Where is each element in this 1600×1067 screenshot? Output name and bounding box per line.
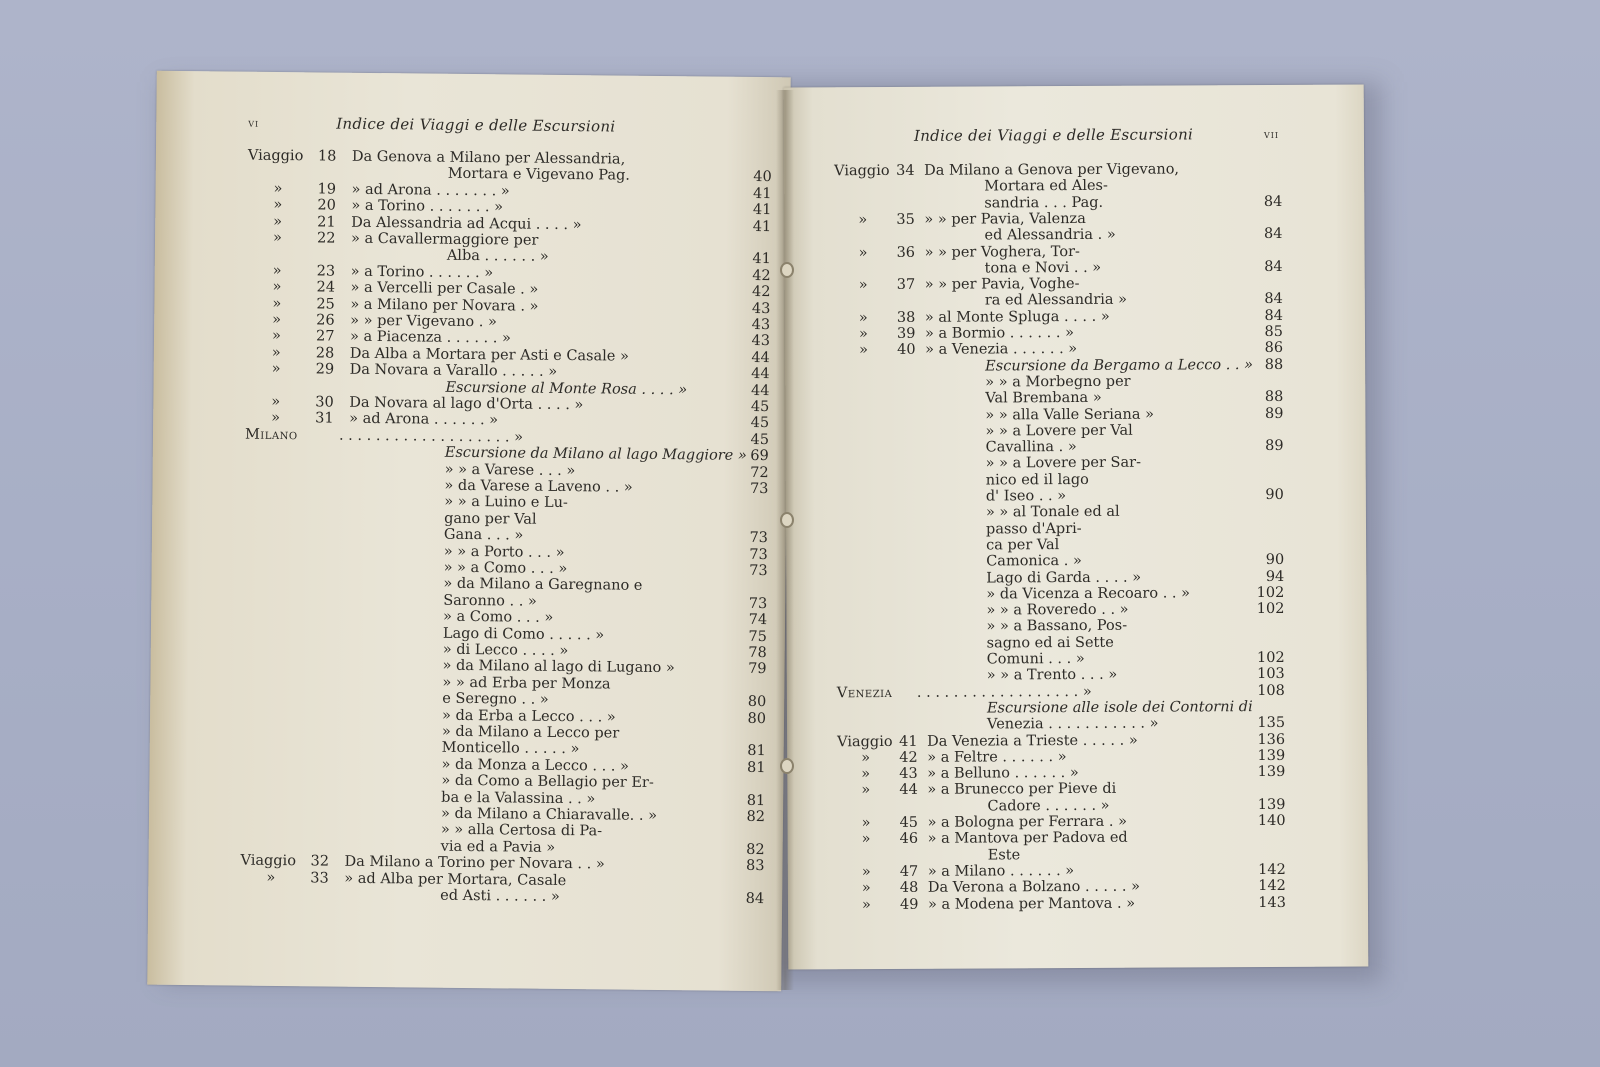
row-label: »: [858, 309, 868, 326]
page-reference: 75: [748, 628, 767, 645]
page-reference: 41: [752, 218, 772, 235]
route-description: » » a Como . . . »: [443, 559, 568, 578]
route-description: » a Cavallermaggiore per: [350, 230, 539, 249]
page-reference: 41: [752, 251, 771, 268]
route-number: 40: [897, 342, 916, 359]
page-reference: 85: [1264, 323, 1284, 341]
binding-stitch: [780, 758, 794, 774]
page-reference: 108: [1257, 682, 1285, 699]
route-number: 46: [899, 831, 919, 848]
route-description: » da Como a Bellagio per Er-: [441, 772, 654, 792]
page-reference: 143: [1258, 894, 1287, 911]
route-description: Camonica . »: [986, 553, 1082, 570]
page-reference: 69: [750, 448, 769, 465]
page-reference: 84: [1264, 291, 1283, 308]
row-label: Venezia: [836, 684, 893, 701]
route-description: Escursione al Monte Rosa . . . . »: [445, 379, 688, 398]
page-reference: 102: [1256, 649, 1285, 667]
row-label: »: [271, 393, 281, 411]
route-description: » da Milano a Chiaravalle. . »: [440, 805, 658, 824]
page-reference: 45: [750, 415, 770, 432]
route-number: 35: [896, 211, 915, 228]
route-number: 38: [896, 309, 916, 326]
route-description: Cadore . . . . . . »: [987, 797, 1110, 815]
route-description: » da Vicenza a Recoaro . . »: [986, 585, 1191, 603]
route-description: » al Monte Spluga . . . . »: [924, 308, 1110, 326]
page-reference: 73: [749, 480, 769, 498]
route-description: Da Alessandria ad Acqui . . . . »: [351, 214, 582, 233]
route-number: 32: [310, 853, 330, 870]
row-label: »: [271, 344, 281, 361]
row-label: »: [858, 326, 868, 343]
route-description: Este: [987, 846, 1021, 864]
page-reference: 73: [749, 546, 768, 563]
page-reference: 72: [750, 464, 769, 481]
row-label: »: [859, 342, 868, 359]
route-number: 36: [896, 244, 916, 261]
page-reference: 88: [1264, 389, 1284, 406]
row-label: »: [861, 766, 871, 783]
row-label: »: [273, 197, 283, 214]
route-description: Mortara e Vigevano Pag.: [447, 166, 631, 185]
page-reference: 102: [1256, 601, 1285, 618]
row-label: »: [861, 896, 871, 913]
route-description: » » per Voghera, Tor-: [924, 243, 1080, 261]
page-reference: 43: [751, 316, 771, 334]
row-label: »: [861, 831, 871, 848]
row-label: »: [271, 361, 281, 378]
row-label: Viaggio: [247, 147, 304, 165]
route-description: » » al Tonale ed al: [985, 504, 1120, 521]
route-number: 48: [899, 880, 919, 897]
page-reference: 44: [750, 382, 770, 399]
route-description: ba e la Valassina . . »: [441, 789, 596, 807]
route-number: 43: [899, 765, 918, 783]
route-description: Gana . . . »: [443, 526, 524, 544]
route-description: » a Vercelli per Casale . »: [350, 279, 539, 298]
route-description: Escursione da Milano al lago Maggiore »: [444, 444, 747, 465]
page-reference: 82: [746, 808, 766, 826]
left-page-number: vi: [248, 115, 260, 130]
route-description: » » a Varese . . . »: [444, 461, 576, 479]
route-description: » » per Vigevano . »: [350, 312, 497, 331]
row-label: »: [861, 863, 871, 881]
row-label: Milano: [244, 426, 298, 443]
route-number: 19: [317, 181, 337, 198]
page-reference: 73: [748, 595, 768, 612]
route-description: » da Monza a Lecco . . . »: [441, 756, 630, 775]
page-reference: 81: [746, 792, 766, 809]
page-reference: 41: [752, 202, 772, 219]
row-label: Viaggio: [834, 162, 890, 180]
page-reference: 89: [1264, 405, 1284, 422]
page-reference: 78: [748, 644, 767, 662]
route-number: 20: [317, 197, 336, 214]
page-reference: 79: [748, 661, 767, 678]
route-number: 23: [316, 263, 336, 280]
route-description: » da Erba a Lecco . . . »: [441, 707, 616, 726]
page-reference: 43: [751, 333, 771, 350]
route-number: 24: [316, 279, 336, 296]
row-label: »: [272, 295, 282, 312]
route-description: » a Brunecco per Pieve di: [927, 781, 1117, 799]
page-reference: 84: [1264, 258, 1283, 275]
route-description: Monticello . . . . . »: [441, 740, 580, 758]
route-number: 18: [317, 148, 337, 165]
route-description: Escursione alle isole dei Contorni di: [986, 698, 1253, 717]
route-description: » a Feltre . . . . . . »: [927, 748, 1067, 766]
route-description: Val Brembana »: [985, 390, 1102, 407]
page-reference: 139: [1257, 747, 1286, 764]
route-description: » » a Bassano, Pos-: [986, 618, 1128, 635]
route-description: Lago di Garda . . . . »: [986, 569, 1142, 586]
row-label: »: [861, 880, 871, 897]
route-number: 31: [315, 410, 334, 427]
page-reference: 43: [751, 300, 771, 317]
route-description: » » a Morbegno per: [985, 373, 1131, 391]
page-reference: 86: [1264, 340, 1284, 357]
route-description: d' Iseo . . »: [985, 488, 1067, 505]
route-number: 25: [316, 295, 335, 313]
route-number: 21: [317, 213, 336, 231]
route-description: » » a Trento . . . »: [986, 667, 1118, 684]
route-description: » » a Lovere per Sar-: [985, 455, 1141, 472]
row-label: »: [861, 782, 871, 799]
page-reference: 139: [1257, 764, 1286, 781]
route-number: 41: [899, 733, 918, 750]
route-description: Da Venezia a Trieste . . . . . »: [927, 732, 1138, 750]
route-description: ed Asti . . . . . . »: [440, 887, 560, 905]
page-reference: 142: [1258, 861, 1286, 878]
route-description: via ed a Pavia »: [440, 838, 556, 856]
route-description: Da Verona a Bolzano . . . . . »: [927, 878, 1140, 896]
route-description: tona e Novi . . »: [984, 259, 1102, 277]
row-label: »: [266, 869, 276, 886]
page-reference: 139: [1257, 796, 1286, 813]
route-description: » da Varese a Laveno . . »: [444, 477, 633, 496]
route-description: » da Milano a Lecco per: [441, 723, 620, 742]
page-reference: 44: [751, 366, 770, 383]
page-reference: 80: [747, 710, 767, 727]
binding-stitch: [780, 262, 794, 278]
row-label: »: [861, 815, 871, 832]
route-number: 28: [315, 345, 335, 362]
route-description: Da Novara al lago d'Orta . . . . »: [349, 394, 584, 414]
route-description: Lago di Como . . . . . »: [442, 625, 605, 644]
page-reference: 136: [1257, 731, 1286, 748]
page-reference: 81: [746, 759, 766, 776]
route-description: » a Milano . . . . . . »: [927, 862, 1075, 880]
page-reference: 40: [753, 169, 772, 186]
route-description: » » ad Erba per Monza: [442, 674, 611, 693]
row-label: »: [273, 180, 283, 197]
row-label: »: [273, 213, 283, 230]
route-description: » » a Lovere per Val: [985, 422, 1133, 440]
route-description: » a Bologna per Ferrara . »: [927, 813, 1127, 831]
row-label: »: [272, 311, 282, 329]
route-description: gano per Val: [444, 510, 537, 528]
index-row: [838, 894, 1348, 913]
page-reference: 74: [748, 612, 768, 629]
row-label: »: [271, 410, 281, 427]
route-description: ed Alessandria . »: [984, 226, 1116, 244]
route-description: » da Milano a Garegnano e: [443, 576, 643, 595]
page-reference: 88: [1264, 356, 1284, 373]
page-reference: 42: [751, 284, 771, 301]
route-description: Alba . . . . . . »: [446, 248, 549, 266]
page-reference: 103: [1257, 666, 1285, 683]
page-reference: 135: [1257, 715, 1286, 732]
route-description: passo d'Apri-: [985, 520, 1082, 538]
route-description: » a Modena per Mantova . »: [927, 895, 1136, 913]
page-reference: 73: [749, 530, 769, 547]
route-description: e Seregno . . »: [442, 690, 549, 709]
route-description: » a Milano per Novara . »: [350, 296, 539, 315]
route-description: » a Torino . . . . . . »: [350, 263, 494, 282]
route-description: Mortara ed Ales-: [984, 178, 1108, 195]
route-description: . . . . . . . . . . . . . . . . . . . »: [338, 427, 524, 446]
route-description: Escursione da Bergamo a Lecco . . »: [985, 356, 1254, 375]
route-description: Da Genova a Milano per Alessandria,: [351, 148, 626, 168]
row-label: »: [858, 244, 868, 261]
route-description: » » per Pavia, Voghe-: [924, 276, 1080, 293]
left-page-header: Indice dei Viaggi e delle Escursioni: [336, 114, 616, 136]
route-description: » » alla Certosa di Pa-: [440, 822, 603, 840]
route-description: Da Milano a Torino per Novara . . »: [344, 853, 605, 873]
route-description: » » a Luino e Lu-: [444, 494, 568, 512]
page-reference: 84: [745, 890, 765, 908]
route-description: sagno ed ai Sette: [986, 634, 1114, 652]
route-description: » a Mantova per Padova ed: [927, 830, 1128, 848]
page-reference: 81: [747, 743, 766, 760]
row-label: Viaggio: [837, 733, 893, 750]
route-number: 49: [899, 896, 919, 913]
route-description: » » a Porto . . . »: [443, 543, 565, 561]
route-description: » di Lecco . . . . »: [442, 641, 569, 660]
page-reference: 102: [1256, 584, 1285, 601]
route-description: nico ed il lago: [985, 471, 1089, 489]
page-reference: 142: [1258, 878, 1286, 895]
page-reference: 45: [750, 431, 770, 448]
route-description: sandria . . . Pag.: [984, 194, 1104, 212]
page-reference: 89: [1265, 438, 1284, 455]
page-reference: 84: [1263, 193, 1283, 210]
route-description: » ad Arona . . . . . . »: [349, 411, 499, 429]
route-number: 27: [315, 328, 335, 345]
route-description: Venezia . . . . . . . . . . . »: [986, 715, 1159, 733]
route-description: Comuni . . . »: [986, 650, 1085, 668]
page-reference: 73: [749, 562, 768, 580]
row-label: »: [272, 229, 283, 247]
page-reference: 94: [1265, 568, 1285, 585]
page-reference: 84: [1264, 307, 1283, 324]
route-description: » ad Alba per Mortara, Casale: [344, 870, 567, 889]
route-description: Da Milano a Genova per Vigevano,: [924, 161, 1180, 179]
route-description: » a Piacenza . . . . . . »: [349, 329, 511, 347]
route-description: » a Como . . . »: [443, 608, 554, 627]
route-number: 47: [899, 863, 919, 880]
left-page: [147, 71, 791, 992]
page-reference: 45: [750, 398, 770, 416]
route-description: » » a Roveredo . . »: [986, 601, 1129, 619]
route-description: » » alla Valle Seriana »: [985, 406, 1155, 423]
route-description: Saronno . . »: [443, 592, 537, 610]
page-reference: 90: [1265, 486, 1284, 504]
route-description: » a Belluno . . . . . . »: [927, 765, 1079, 782]
route-description: » a Venezia . . . . . . »: [925, 341, 1078, 359]
page-reference: 82: [746, 841, 765, 858]
row-label: »: [861, 749, 871, 766]
row-label: »: [272, 279, 282, 296]
route-description: » » per Pavia, Valenza: [924, 210, 1086, 228]
route-description: ca per Val: [986, 536, 1060, 554]
route-number: 45: [899, 814, 919, 831]
right-page-header: Indice dei Viaggi e delle Escursioni: [913, 125, 1194, 145]
row-label: »: [272, 262, 282, 279]
route-number: 33: [310, 869, 329, 887]
route-description: ra ed Alessandria »: [984, 292, 1128, 309]
page-reference: 80: [747, 694, 767, 711]
page-reference: 41: [753, 185, 772, 202]
route-number: 34: [896, 162, 915, 179]
route-description: » a Bormio . . . . . . »: [924, 325, 1074, 342]
page-reference: 83: [745, 858, 765, 875]
page-reference: 42: [752, 267, 771, 284]
row-label: »: [858, 211, 868, 229]
page-reference: 44: [751, 349, 770, 366]
route-number: 39: [896, 325, 916, 342]
right-page: [784, 84, 1369, 969]
row-label: »: [858, 277, 868, 294]
page-reference: 90: [1265, 552, 1285, 569]
book-gutter: [776, 90, 794, 990]
page-reference: 84: [1263, 226, 1283, 243]
route-description: » da Milano al lago di Lugano »: [442, 658, 675, 677]
route-description: . . . . . . . . . . . . . . . . . . »: [916, 683, 1092, 701]
route-number: 30: [315, 394, 334, 411]
route-description: » ad Arona . . . . . . . »: [351, 181, 510, 200]
route-number: 44: [899, 782, 918, 799]
row-label: »: [271, 328, 281, 345]
route-description: Da Novara a Varallo . . . . . »: [349, 361, 558, 381]
route-number: 29: [315, 361, 335, 378]
route-number: 26: [316, 312, 335, 329]
route-description: Da Alba a Mortara per Asti e Casale »: [349, 345, 629, 365]
route-description: Cavallina . »: [985, 439, 1077, 456]
route-number: 22: [316, 230, 336, 247]
page-reference: 140: [1257, 812, 1286, 830]
route-number: 42: [899, 749, 918, 766]
binding-stitch: [780, 512, 794, 528]
route-number: 37: [896, 276, 916, 294]
row-label: Viaggio: [240, 852, 297, 870]
right-page-number: vii: [1263, 126, 1280, 142]
route-description: » a Torino . . . . . . . »: [351, 197, 504, 216]
